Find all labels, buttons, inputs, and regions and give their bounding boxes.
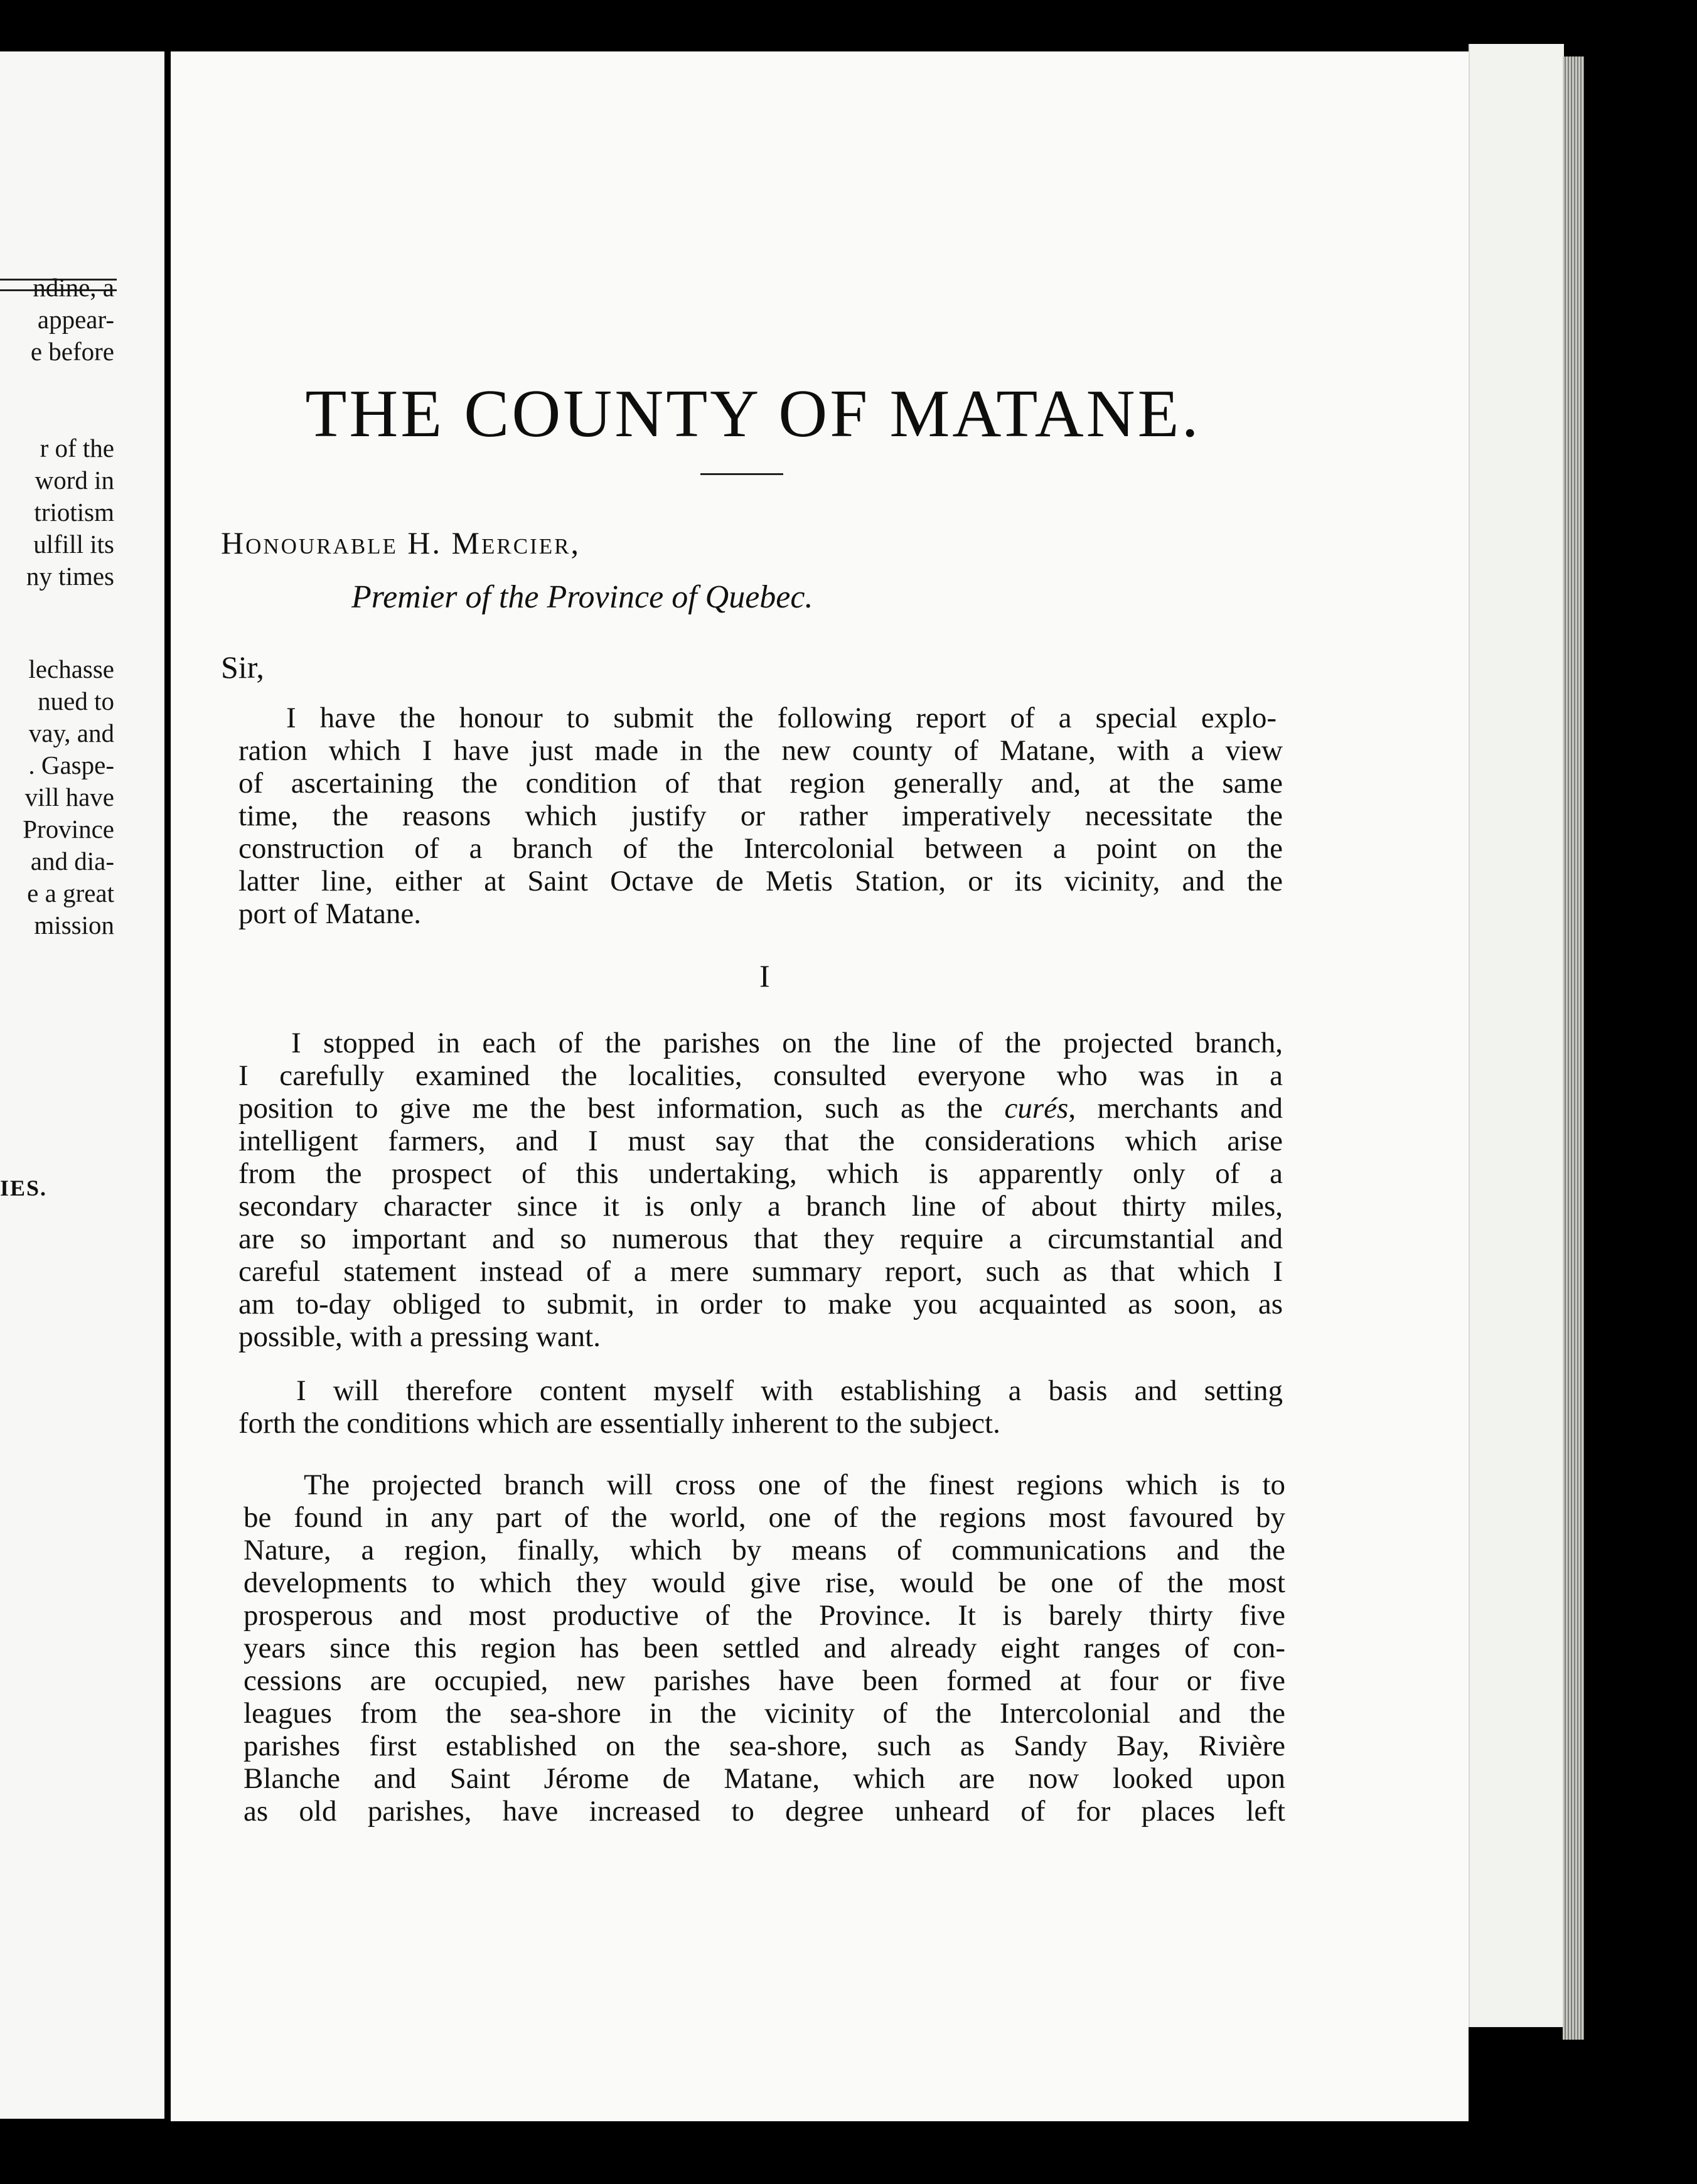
page-stack-edge <box>1469 44 1564 2027</box>
left-text-line: ndine, a <box>33 273 114 302</box>
paragraph-line: parishes first established on the sea-shore, such as Sandy Bay, Rivière <box>244 1730 1285 1762</box>
left-text-line: e before <box>30 337 114 366</box>
left-text-line: mission <box>34 911 114 939</box>
left-text-line: Province <box>23 815 114 843</box>
paragraph-line: construction of a branch of the Intercolonial between a point on the <box>238 832 1283 865</box>
left-section-heading: IES. <box>0 1175 48 1201</box>
paragraph-line: be found in any part of the world, one of the regions most favoured by <box>244 1501 1285 1534</box>
left-text-line: lechasse <box>28 655 114 683</box>
paragraph-line: time, the reasons which justify or rather imperatively necessitate the <box>238 800 1283 832</box>
left-text-line: word in <box>35 466 114 495</box>
paragraph-line: leagues from the sea-shore in the vicinity of the Intercolonial and the <box>244 1697 1285 1730</box>
paragraph-line: Nature, a region, finally, which by means of communications and the <box>244 1534 1285 1566</box>
section-number: I <box>759 958 770 993</box>
left-facing-page <box>0 51 164 2119</box>
paragraph-line: The projected branch will cross one of the finest regions which is to <box>304 1469 1285 1501</box>
paragraph-line: are so important and so numerous that they require a circumstantial and <box>238 1223 1283 1255</box>
paragraph-line: I stopped in each of the parishes on the line of the projected branch, <box>291 1027 1283 1059</box>
paragraph-line: prosperous and most productive of the Province. It is barely thirty five <box>244 1599 1285 1632</box>
left-text-line: triotism <box>34 498 114 527</box>
paragraph-line: developments to which they would give rise, would be one of the most <box>244 1566 1285 1599</box>
paragraph-line: possible, with a pressing want. <box>238 1320 601 1353</box>
book-spine-edge <box>1563 56 1584 2040</box>
addressee-title: Premier of the Province of Quebec. <box>351 579 813 615</box>
left-text-line: nued to <box>38 687 114 715</box>
left-text-line: e a great <box>27 879 114 907</box>
paragraph-line: latter line, either at Saint Octave de Metis Station, or its vicinity, and the <box>238 865 1283 897</box>
left-text-line: and dia- <box>30 847 114 875</box>
paragraph-line: intelligent farmers, and I must say that the considerations which arise <box>238 1125 1283 1157</box>
left-text-line: appear- <box>37 305 114 334</box>
left-text-line: . Gaspe- <box>28 751 114 779</box>
paragraph-line: position to give me the best information, such as the curés, merchants and <box>238 1092 1283 1125</box>
paragraph-line: port of Matane. <box>238 897 422 930</box>
salutation: Sir, <box>221 650 264 685</box>
paragraph-line: years since this region has been settled and already eight ranges of con- <box>244 1632 1285 1664</box>
paragraph-line: I carefully examined the localities, consulted everyone who was in a <box>238 1059 1283 1092</box>
paragraph-line: am to-day obliged to submit, in order to make you acquainted as soon, as <box>238 1288 1283 1320</box>
paragraph-line: careful statement instead of a mere summary report, such as that which I <box>238 1255 1283 1288</box>
paragraph-line: secondary character since it is only a branch line of about thirty miles, <box>238 1190 1283 1223</box>
page-title: THE COUNTY OF MATANE. <box>305 377 1201 451</box>
left-text-line: vill have <box>24 783 114 811</box>
left-text-line: ulfill its <box>33 530 114 559</box>
italic-word: curés <box>1004 1092 1069 1125</box>
paragraph-line: forth the conditions which are essentially inherent to the subject. <box>238 1407 1000 1440</box>
paragraph-line: Blanche and Saint Jérome de Matane, which are now looked upon <box>244 1762 1285 1795</box>
paragraph-line: ration which I have just made in the new county of Matane, with a view <box>238 734 1283 767</box>
left-text-line: vay, and <box>28 719 114 747</box>
paragraph-line: from the prospect of this undertaking, which is apparently only of a <box>238 1157 1283 1190</box>
left-text-line: ny times <box>26 562 114 591</box>
left-text-line: r of the <box>40 434 114 463</box>
paragraph-line: cessions are occupied, new parishes have been formed at four or five <box>244 1664 1285 1697</box>
addressee: Honourable H. Mercier, <box>221 525 581 560</box>
paragraph-line: I will therefore content myself with establishing a basis and setting <box>296 1374 1283 1407</box>
paragraph-line: as old parishes, have increased to degree unheard of for places left <box>244 1795 1285 1828</box>
paragraph-line: I have the honour to submit the following report of a special explo- <box>286 702 1277 734</box>
title-rule <box>700 473 783 475</box>
paragraph-line: of ascertaining the condition of that region generally and, at the same <box>238 767 1283 800</box>
